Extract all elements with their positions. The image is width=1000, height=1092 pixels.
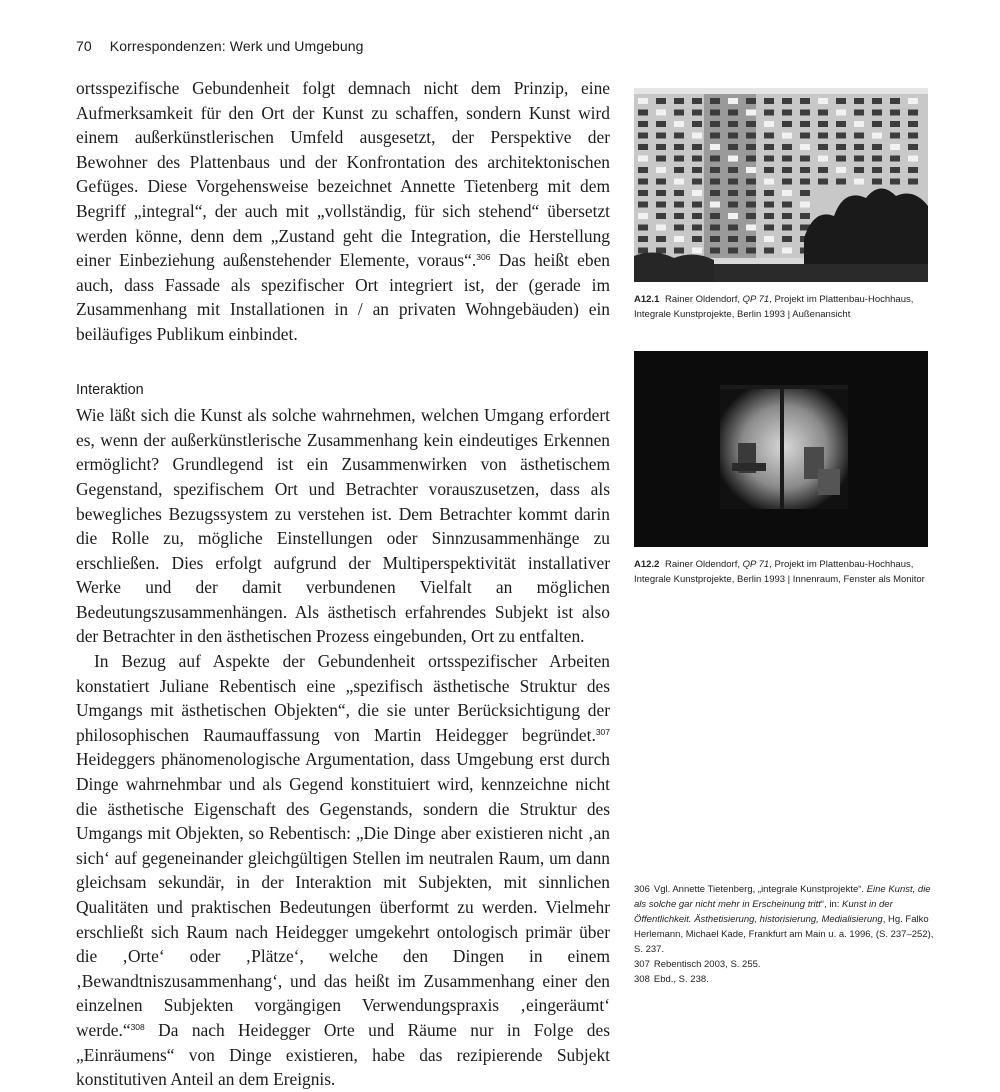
subheading-interaktion: Interaktion	[76, 381, 144, 398]
building-window	[710, 121, 720, 127]
building-window	[854, 144, 864, 150]
building-window	[782, 133, 792, 139]
building-window	[674, 179, 684, 185]
footnote-italic: Kunst in der Öffentlichkeit. Ästhetisierung, historisierung, Medialisierung	[634, 899, 893, 925]
building-window	[656, 248, 666, 254]
footnotes	[634, 882, 934, 987]
running-title: Korrespondenzen: Werk und Umgebung	[109, 38, 364, 54]
building-window	[818, 144, 828, 150]
building-window	[656, 167, 666, 173]
building-window	[674, 133, 684, 139]
building-window	[854, 98, 864, 104]
figure-a12-2	[634, 351, 928, 587]
building-window	[674, 213, 684, 219]
building-window	[818, 121, 828, 127]
running-header	[76, 38, 364, 54]
building-window	[674, 110, 684, 116]
building-window	[782, 190, 792, 196]
building-window	[908, 144, 918, 150]
building-window	[836, 133, 846, 139]
building-window	[908, 110, 918, 116]
building-window	[836, 98, 846, 104]
building-window	[746, 225, 756, 231]
building-window	[764, 144, 774, 150]
building-window	[800, 179, 810, 185]
building-window	[728, 202, 738, 208]
caption-title-italic: QP 71	[742, 294, 770, 305]
building-window	[746, 144, 756, 150]
building-window	[656, 156, 666, 162]
building-window	[692, 167, 702, 173]
building-window	[710, 213, 720, 219]
building-window	[746, 167, 756, 173]
building-window	[638, 156, 648, 162]
building-window	[800, 190, 810, 196]
building-window	[692, 202, 702, 208]
caption-title-italic: QP 71	[742, 559, 770, 570]
building-window	[710, 144, 720, 150]
building-window	[872, 133, 882, 139]
building-window	[638, 190, 648, 196]
building-window	[674, 167, 684, 173]
building-window	[692, 121, 702, 127]
building-window	[728, 167, 738, 173]
building-window	[638, 133, 648, 139]
building-window	[836, 156, 846, 162]
building-window	[710, 236, 720, 242]
building-window	[656, 213, 666, 219]
paragraph-3-text-a: In Bezug auf Aspekte der Gebundenheit ortsspezifischer Arbeiten konstatiert Juliane Rebentisch eine „spezifisch ästhetische Struktur des Umgangs mit ästhetischen Objekten“, die sie unter Berücksichtigung der philosophischen Raumauffassung von Martin Heidegger begründet.	[76, 651, 610, 745]
building-window	[908, 98, 918, 104]
building-window	[818, 110, 828, 116]
building-window	[692, 179, 702, 185]
building-window	[764, 121, 774, 127]
building-window	[764, 190, 774, 196]
building-window	[872, 144, 882, 150]
building-window	[854, 179, 864, 185]
building-window	[872, 110, 882, 116]
building-window	[764, 213, 774, 219]
building-window	[710, 179, 720, 185]
building-window	[746, 110, 756, 116]
footnote-ref-308[interactable]: 308	[130, 1021, 145, 1032]
caption-text-b: , Projekt im Plattenbau-Hochhaus, Integrale Kunstprojekte, Berlin 1993 | Innenraum, Fenster als Monitor	[634, 559, 925, 585]
building-window	[656, 144, 666, 150]
building-window	[800, 156, 810, 162]
building-window	[656, 133, 666, 139]
building-window	[818, 133, 828, 139]
building-window	[692, 236, 702, 242]
footnote-text: , Hg. Falko Herlemann, Michael Kade, Frankfurt am Main u. a. 1996, (S. 237–252), S. 237.	[634, 914, 934, 955]
building-window	[638, 225, 648, 231]
building-window	[710, 110, 720, 116]
building-window	[764, 98, 774, 104]
building-window	[782, 179, 792, 185]
building-window	[800, 121, 810, 127]
building-window	[818, 167, 828, 173]
building-window	[656, 236, 666, 242]
building-window	[692, 133, 702, 139]
paragraph-3-text-c: Da nach Heidegger Orte und Räume nur in Folge des „Einräumens“ von Dinge existieren, habe das rezipierende Subjekt konstitutiven Anteil an dem Ereignis.	[76, 1019, 610, 1090]
building-window	[746, 133, 756, 139]
building-window	[854, 110, 864, 116]
footnote-ref-307[interactable]: 307	[595, 726, 610, 737]
footnote-italic: Eine Kunst, die als solche gar nicht mehr in Erscheinung tritt	[634, 884, 931, 910]
building-window	[872, 167, 882, 173]
building-window	[674, 248, 684, 254]
figure-label: A12.2	[634, 559, 660, 570]
building-window	[764, 236, 774, 242]
building-window	[692, 156, 702, 162]
building-window	[728, 225, 738, 231]
building-window	[674, 202, 684, 208]
building-window	[638, 121, 648, 127]
building-window	[656, 202, 666, 208]
building-window	[782, 248, 792, 254]
building-window	[800, 213, 810, 219]
building-window	[836, 167, 846, 173]
building-window	[890, 144, 900, 150]
building-window	[638, 179, 648, 185]
building-window	[800, 144, 810, 150]
building-window	[764, 248, 774, 254]
building-window	[710, 156, 720, 162]
building-window	[854, 167, 864, 173]
footnote-text: Ebd., S. 238.	[653, 974, 709, 985]
building-window	[638, 213, 648, 219]
footnote-ref-306[interactable]: 306	[476, 252, 491, 263]
building-window	[728, 98, 738, 104]
building-window	[872, 156, 882, 162]
building-window	[674, 225, 684, 231]
building-window	[836, 144, 846, 150]
building-window	[728, 121, 738, 127]
figure-label: A12.1	[634, 294, 660, 305]
paragraph-1	[76, 76, 610, 347]
building-window	[692, 213, 702, 219]
building-window	[728, 190, 738, 196]
building-window	[728, 236, 738, 242]
figure-caption-a12-1	[634, 292, 928, 322]
building-window	[782, 213, 792, 219]
building-window	[710, 225, 720, 231]
building-window	[692, 98, 702, 104]
building-window	[656, 179, 666, 185]
building-window	[746, 121, 756, 127]
building-window	[710, 167, 720, 173]
building-window	[890, 110, 900, 116]
building-window	[800, 167, 810, 173]
building-window	[692, 110, 702, 116]
building-window	[728, 213, 738, 219]
building-window	[746, 202, 756, 208]
building-window	[638, 202, 648, 208]
body-column	[76, 76, 610, 1092]
building-window	[782, 110, 792, 116]
building-window	[782, 144, 792, 150]
building-window	[800, 202, 810, 208]
building-window	[890, 121, 900, 127]
building-window	[872, 98, 882, 104]
building-window	[908, 167, 918, 173]
building-window	[800, 110, 810, 116]
footnote-text: Rebentisch 2003, S. 255.	[653, 959, 761, 970]
building-window	[782, 121, 792, 127]
building-window	[836, 179, 846, 185]
footnote-text: Vgl. Annette Tietenberg, „integrale Kunstprojekte“.	[653, 884, 867, 895]
building-window	[710, 202, 720, 208]
building-window	[908, 133, 918, 139]
building-window	[692, 225, 702, 231]
building-window	[890, 133, 900, 139]
paragraph-3	[76, 649, 610, 1092]
building-window	[764, 179, 774, 185]
footnote-306	[634, 882, 934, 957]
building-window	[782, 202, 792, 208]
building-window	[854, 156, 864, 162]
building-window	[782, 236, 792, 242]
building-window	[818, 98, 828, 104]
building-window	[746, 213, 756, 219]
building-window	[890, 98, 900, 104]
building-window	[746, 98, 756, 104]
building-window	[890, 179, 900, 185]
building-window	[872, 179, 882, 185]
building-window	[836, 110, 846, 116]
photo-building-exterior	[634, 88, 928, 282]
building-window	[674, 190, 684, 196]
building-window	[674, 144, 684, 150]
building-window	[818, 179, 828, 185]
building-window	[764, 167, 774, 173]
building-window	[908, 179, 918, 185]
building-window	[710, 190, 720, 196]
building-window	[728, 110, 738, 116]
building-window	[710, 133, 720, 139]
footnote-text: “, in:	[820, 899, 843, 910]
building-window	[854, 133, 864, 139]
building-window	[728, 179, 738, 185]
building-window	[764, 225, 774, 231]
building-window	[728, 144, 738, 150]
building-window	[764, 202, 774, 208]
photo-interior-window	[634, 351, 928, 547]
building-window	[728, 248, 738, 254]
building-window	[638, 98, 648, 104]
building-window	[656, 110, 666, 116]
building-window	[656, 121, 666, 127]
building-window	[890, 167, 900, 173]
caption-text-b: , Projekt im Plattenbau-Hochhaus, Integrale Kunstprojekte, Berlin 1993 | Außenansicht	[634, 294, 914, 320]
building-window	[710, 98, 720, 104]
building-window	[872, 121, 882, 127]
figure-a12-1	[634, 88, 928, 322]
footnote-308	[634, 972, 934, 987]
paragraph-1-continued: Das heißt eben auch, dass Fassade als spezifischer Ort integriert ist, der (gerade im Zusammenhang mit Installationen in / an privaten Wohngebäuden) ein beiläufiges Publikum einbindet.	[76, 250, 610, 344]
building-window	[800, 98, 810, 104]
building-window	[638, 236, 648, 242]
building-window	[638, 248, 648, 254]
building-window	[746, 156, 756, 162]
building-window	[674, 121, 684, 127]
footnote-number: 306	[634, 884, 650, 895]
building-window	[746, 179, 756, 185]
building-window	[656, 190, 666, 196]
building-window	[728, 133, 738, 139]
building-window	[674, 236, 684, 242]
building-window	[836, 121, 846, 127]
figure-caption-a12-2	[634, 557, 928, 587]
building-window	[890, 156, 900, 162]
building-window	[782, 156, 792, 162]
building-window	[746, 248, 756, 254]
building-window	[746, 190, 756, 196]
caption-text-a: Rainer Oldendorf,	[665, 294, 743, 305]
building-window	[728, 156, 738, 162]
paragraph-2: Wie läßt sich die Kunst als solche wahrnehmen, welchen Umgang erfordert es, wenn der außerkünstlerische Zusammenhang kein eindeutiges Erkennen ermöglicht? Grundlegend ist ein Zusammenwirken von ästhetischem Gegenstand, spezifischem Ort und Betrachter vorauszusetzen, dass als bewegliches Bezugssystem zu verstehen ist. Dem Betrachter kommt darin die Rolle zu, mögliche Einstellungen oder Sinnzusammenhänge zu erschließen. Dies erfolgt aufgrund der Multiperspektivität installativer Werke und der damit verbundenen Vielfalt an möglichen Bedeutungszusammenhängen. Als ästhetisch erfahrendes Subjekt ist also der Betrachter in den ästhetischen Prozess eingebunden, Ort zu entfalten.	[76, 405, 610, 647]
building-window	[674, 156, 684, 162]
building-window	[638, 110, 648, 116]
paragraph-3-text-b: Heideggers phänomenologische Argumentation, dass Umgebung erst durch Dinge wahrnehmbar und als Gegend konstituiert wird, kennzeichne nicht die ästhetische Eigenschaft des Gegenstands, sondern die Struktur des Umgangs mit Objekten, so Rebentisch: „Die Dinge aber existieren nicht ‚an sich‘ auf gegeneinander gleichgültigen Stellen im neutralen Raum, um dann gleichsam sekundär, in der Interaktion mit Subjekten, mit sinnlichen Qualitäten und praktischen Bedeutungen überformt zu werden. Vielmehr erschließt sich Raum nach Heidegger umgekehrt ontologisch primär über die ‚Orte‘ oder ‚Plätze‘, welche den Dingen in einem ‚Bewandtniszusammenhang‘, und das heißt im Zusammenhang einer den einzelnen Subjekten vorgängigen Verwendungspraxis ‚eingeräumt‘ werde.“	[76, 749, 610, 1040]
building-window	[782, 225, 792, 231]
building-window	[746, 236, 756, 242]
building-window	[854, 121, 864, 127]
building-window	[764, 156, 774, 162]
building-window	[710, 248, 720, 254]
building-window	[638, 144, 648, 150]
building-window	[764, 133, 774, 139]
building-window	[782, 98, 792, 104]
building-window	[692, 144, 702, 150]
paragraph-1-text: ortsspezifische Gebundenheit folgt demnach nicht dem Prinzip, eine Aufmerksamkeit für den Ort der Kunst zu schaffen, sondern Kunst wird einem außerkünstlerischen Umfeld ausgesetzt, der Perspektive der Bewohner des Plattenbaus und der Konfrontation des architektonischen Gefüges. Diese Vorgehensweise bezeichnet Annette Tietenberg mit dem Begriff „integral“, der auch mit „vollständig, für sich stehend“ übersetzt werden könne, denn dem „Zustand geht die Integration, die Herstellung einer Einbeziehung außenstehender Elemente, voraus“.	[76, 78, 610, 271]
footnote-number: 308	[634, 974, 650, 985]
building-window	[764, 110, 774, 116]
building-window	[692, 190, 702, 196]
building-window	[908, 121, 918, 127]
building-window	[656, 225, 666, 231]
footnote-number: 307	[634, 959, 650, 970]
building-window	[818, 156, 828, 162]
building-window	[800, 133, 810, 139]
building-window	[638, 167, 648, 173]
caption-text-a: Rainer Oldendorf,	[665, 559, 743, 570]
building-window	[908, 156, 918, 162]
building-window	[692, 248, 702, 254]
page-number: 70	[76, 38, 92, 54]
building-window	[674, 98, 684, 104]
building-window	[656, 98, 666, 104]
footnote-307	[634, 957, 934, 972]
building-window	[782, 167, 792, 173]
